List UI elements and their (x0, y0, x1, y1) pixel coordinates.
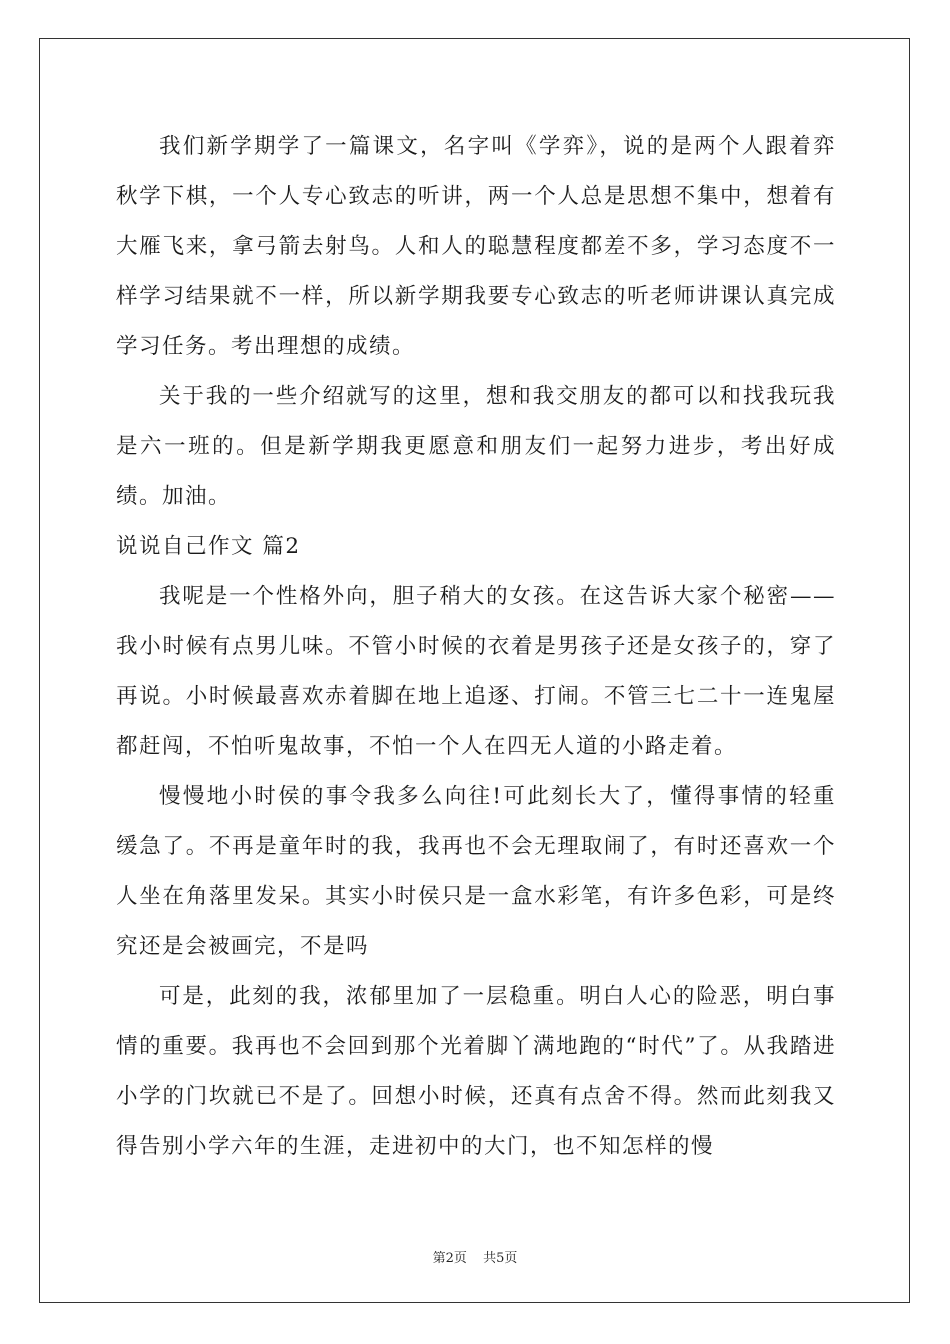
page-total: 共5页 (483, 1251, 518, 1266)
paragraph: 慢慢地小时侯的事令我多么向往!可此刻长大了，懂得事情的轻重缓急了。不再是童年时的我，我再也不会无理取闹了，有时还喜欢一个人坐在角落里发呆。其实小时侯只是一盒水彩笔，有许多色彩，可是终究还是会被画完，不是吗 (116, 784, 836, 959)
paragraph: 我们新学期学了一篇课文，名字叫《学弈》，说的是两个人跟着弈秋学下棋，一个人专心致志的听讲，两一个人总是思想不集中，想着有大雁飞来，拿弓箭去射鸟。人和人的聪慧程度都差不多，学习态度不一样学习结果就不一样，所以新学期我要专心致志的听老师讲课认真完成学习任务。考出理想的成绩。 (116, 134, 836, 359)
page-number: 第2页 (432, 1251, 467, 1266)
paragraph: 关于我的一些介绍就写的这里，想和我交朋友的都可以和找我玩我是六一班的。但是新学期我更愿意和朋友们一起努力进步，考出好成绩。加油。 (116, 384, 836, 509)
section-heading: 说说自己作文 篇2 (116, 534, 301, 559)
paragraph: 可是，此刻的我，浓郁里加了一层稳重。明白人心的险恶，明白事情的重要。我再也不会回到那个光着脚丫满地跑的“时代”了。从我踏进小学的门坎就已不是了。回想小时候，还真有点舍不得。然而此刻我又得告别小学六年的生涯，走进初中的大门，也不知怎样的慢 (116, 984, 836, 1159)
paragraph: 我呢是一个性格外向，胆子稍大的女孩。在这告诉大家个秘密——我小时候有点男儿味。不管小时候的衣着是男孩子还是女孩子的，穿了再说。小时候最喜欢赤着脚在地上追逐、打闹。不管三七二十一连鬼屋都赶闯，不怕听鬼故事，不怕一个人在四无人道的小路走着。 (116, 584, 836, 759)
document-body (116, 122, 836, 1172)
page-footer (0, 1247, 950, 1266)
